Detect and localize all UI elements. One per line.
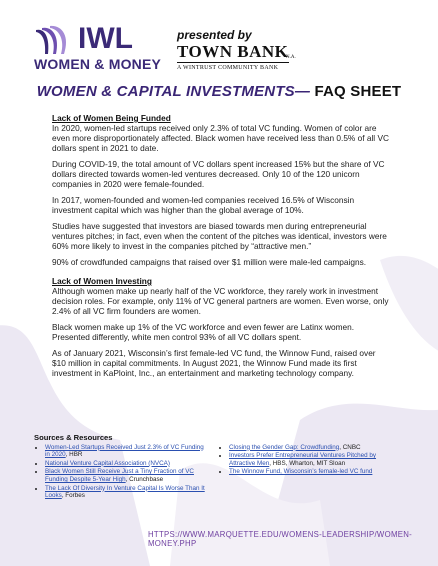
title-faq: FAQ SHEET [310, 83, 402, 100]
source-item [45, 460, 210, 468]
source-link[interactable]: National Venture Capital Association (NVCA) [45, 459, 170, 467]
source-item: • Black Women Still Receive Just a Tiny Fraction of VC Funding Despite 5-Year High, Crunchbase [45, 468, 210, 483]
paragraph: During COVID-19, the total amount of VC dollars spent increased 15% but the share of VC dollars directed towards women-led ventures decreased. Only 10 of the 120 unicorn companies in 2020 were female-founded. [52, 159, 385, 189]
paragraph: Although women make up nearly half of the VC workforce, they rarely work in investment decision roles. For example, only 11% of VC general partners are women. Even worse, only 2.4% of all VC firm founders are women. [52, 286, 389, 316]
main-content [52, 113, 389, 384]
source-link[interactable]: Closing the Gender Gap: Crowdfunding [229, 443, 340, 451]
title-main: WOMEN & CAPITAL INVESTMENTS [36, 83, 295, 100]
logo-subtitle: WOMEN & MONEY [34, 56, 162, 72]
iwl-swoosh-icon [34, 24, 74, 56]
source-item: • The Lack Of Diversity In Venture Capital Is Worse Than It Looks, Forbes [45, 485, 210, 500]
source-link[interactable]: Investors Prefer Entrepreneurial Ventures Pitched by Attractive Men [229, 452, 377, 467]
sponsor-divider [177, 62, 289, 63]
logo-wordmark: IWL [78, 22, 133, 55]
paragraph: Studies have suggested that investors are biased towards men during entrepreneurial ventures pitches; in fact, even when the content of the pitches was identical, investors were 60% more likely to invest in the companies pitched by “attractive men.” [52, 221, 387, 251]
sources-heading: Sources & Resources [34, 433, 113, 442]
header [34, 22, 414, 82]
source-link[interactable]: Women-Led Startups Received Just 2.3% of VC Funding in 2020 [45, 443, 204, 459]
paragraph: Black women make up 1% of the VC workforce and even fewer are Latinx women. Presented differently, white men control 93% of all VC dollars spent. [52, 322, 355, 342]
paragraph: As of January 2021, Wisconsin’s first female-led VC fund, the Winnow Fund, raised over $10 million in capital commitments. In August 2021, the Winnow Fund made its first investment in KaPloint, Inc., an entertainment and marketing technology company. [52, 348, 376, 378]
sponsor-tagline: A WINTRUST COMMUNITY BANK [177, 65, 279, 71]
section-heading-investing: Lack of Women Investing [52, 276, 152, 286]
source-item: • Women-Led Startups Received Just 2.3% of VC Funding in 2020, HBR [45, 444, 210, 459]
source-item: • Investors Prefer Entrepreneurial Ventures Pitched by Attractive Men, HBS, Wharton, MIT Sloan [229, 452, 394, 467]
paragraph: 90% of crowdfunded campaigns that raised over $1 million were male-led campaigns. [52, 257, 367, 267]
paragraph: In 2017, women-founded and women-led companies received 16.5% of Wisconsin investment capital which was higher than the global average of 10%. [52, 195, 355, 215]
sponsor-logo-text: TOWN BANK [177, 42, 289, 61]
source-item: • Closing the Gender Gap: Crowdfunding, CNBC [229, 444, 394, 452]
page-title [0, 83, 438, 100]
presented-by-label: presented by [177, 28, 252, 42]
title-dash: — [294, 83, 311, 100]
sponsor-na-label: N.A. [286, 55, 296, 60]
sources-right-column [218, 444, 394, 501]
source-link[interactable]: The Lack Of Diversity In Venture Capital Is Worse Than It Looks [45, 484, 205, 500]
sources-section [34, 434, 394, 501]
paragraph: In 2020, women-led startups received only 2.3% of total VC funding. Women of color are even more disproportionately affected. Black women have received less than 0.5% of all VC dollars spent in 2021 to date. [52, 123, 389, 153]
footer-url[interactable]: HTTPS://WWW.MARQUETTE.EDU/WOMENS-LEADERSHIP/WOMEN-MONEY.PHP [148, 530, 413, 548]
source-item [229, 468, 394, 476]
sources-left-column [34, 444, 210, 501]
source-link[interactable]: Black Women Still Receive Just a Tiny Fraction of VC Funding Despite 5-Year High [45, 468, 194, 483]
section-heading-funded: Lack of Women Being Funded [52, 113, 171, 123]
source-link[interactable]: The Winnow Fund, Wisconsin’s female-led VC fund [229, 468, 373, 476]
